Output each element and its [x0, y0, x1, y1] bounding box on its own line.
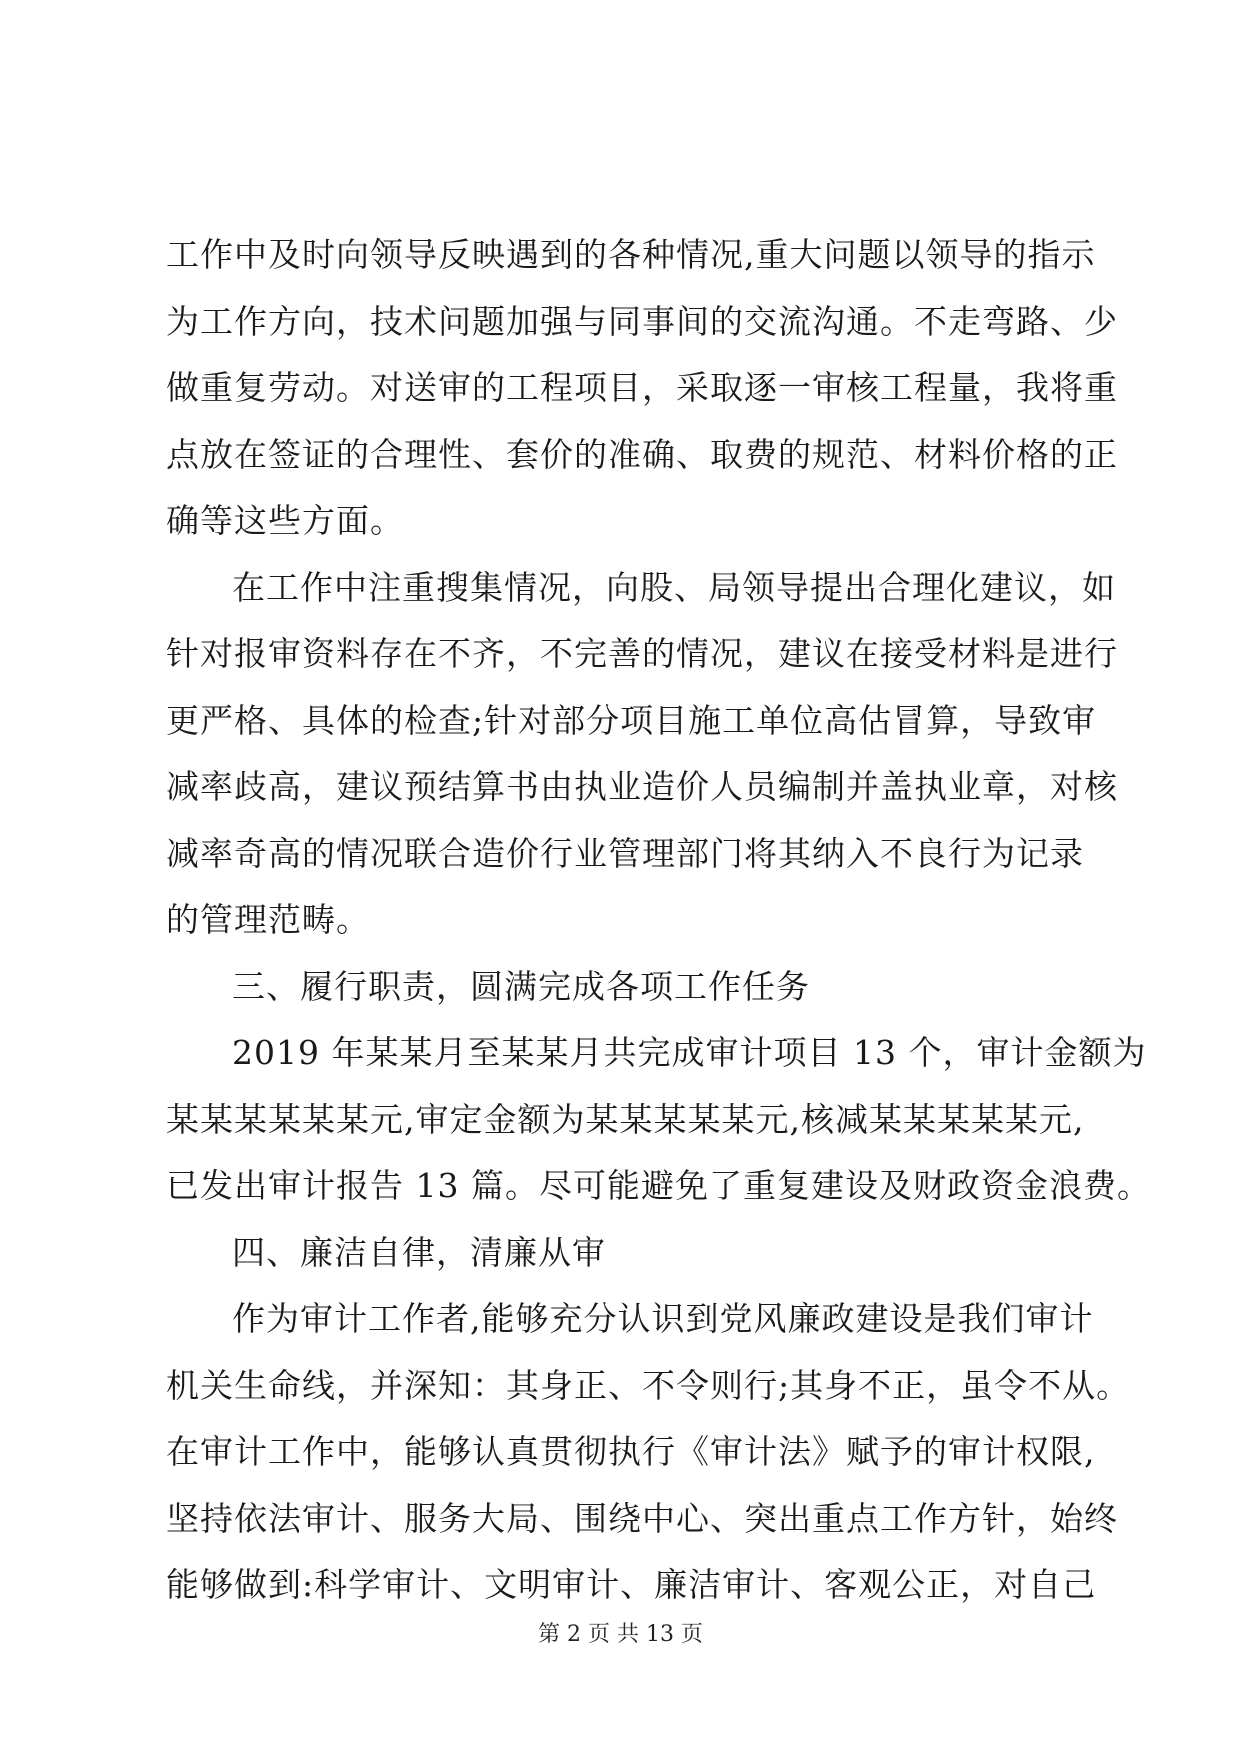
text-line: 在审计工作中，能够认真贯彻执行《审计法》赋予的审计权限,: [166, 1432, 1096, 1471]
text-line: 已发出审计报告 13 篇。尽可能避免了重复建设及财政资金浪费。: [166, 1166, 1151, 1205]
text-line: 某某某某某某元,审定金额为某某某某某元,核减某某某某某元,: [166, 1099, 1085, 1139]
paragraph-first-line: 在工作中注重搜集情况，向股、局领导提出合理化建议，如: [232, 567, 1116, 607]
text-line: 减率奇高的情况联合造价行业管理部门将其纳入不良行为记录: [166, 833, 1084, 873]
document-body: [166, 222, 1151, 1619]
text-line: 的管理范畴。: [166, 900, 370, 939]
text-line: 减率歧高，建议预结算书由执业造价人员编制并盖执业章，对核: [166, 767, 1118, 806]
section-heading: 四、廉洁自律，清廉从审: [232, 1232, 606, 1272]
text-line: 更严格、具体的检查;针对部分项目施工单位高估冒算，导致审: [166, 700, 1097, 740]
text-line: 能够做到:科学审计、文明审计、廉洁审计、客观公正，对自己: [166, 1565, 1097, 1604]
text-line: 确等这些方面。: [166, 501, 404, 540]
paragraph-first-line: 2019 年某某月至某某月共完成审计项目 13 个，审计金额为: [232, 1033, 1147, 1072]
text-line: 工作中及时向领导反映遇到的各种情况,重大问题以领导的指示: [166, 235, 1096, 274]
page-number-footer: 第 2 页 共 13 页: [538, 1622, 703, 1647]
paragraph-first-line: 作为审计工作者,能够充分认识到党风廉政建设是我们审计: [232, 1299, 1094, 1338]
text-line: 针对报审资料存在不齐，不完善的情况，建议在接受材料是进行: [166, 634, 1118, 673]
section-heading: 三、履行职责，圆满完成各项工作任务: [232, 966, 810, 1006]
text-line: 机关生命线，并深知：其身正、不令则行;其身不正，虽令不从。: [166, 1365, 1131, 1405]
text-line: 为工作方向，技术问题加强与同事间的交流沟通。不走弯路、少: [166, 301, 1118, 341]
text-line: 做重复劳动。对送审的工程项目，采取逐一审核工程量，我将重: [166, 368, 1118, 407]
text-line: 点放在签证的合理性、套价的准确、取费的规范、材料价格的正: [166, 434, 1118, 474]
text-line: 坚持依法审计、服务大局、围绕中心、突出重点工作方针，始终: [166, 1498, 1118, 1538]
